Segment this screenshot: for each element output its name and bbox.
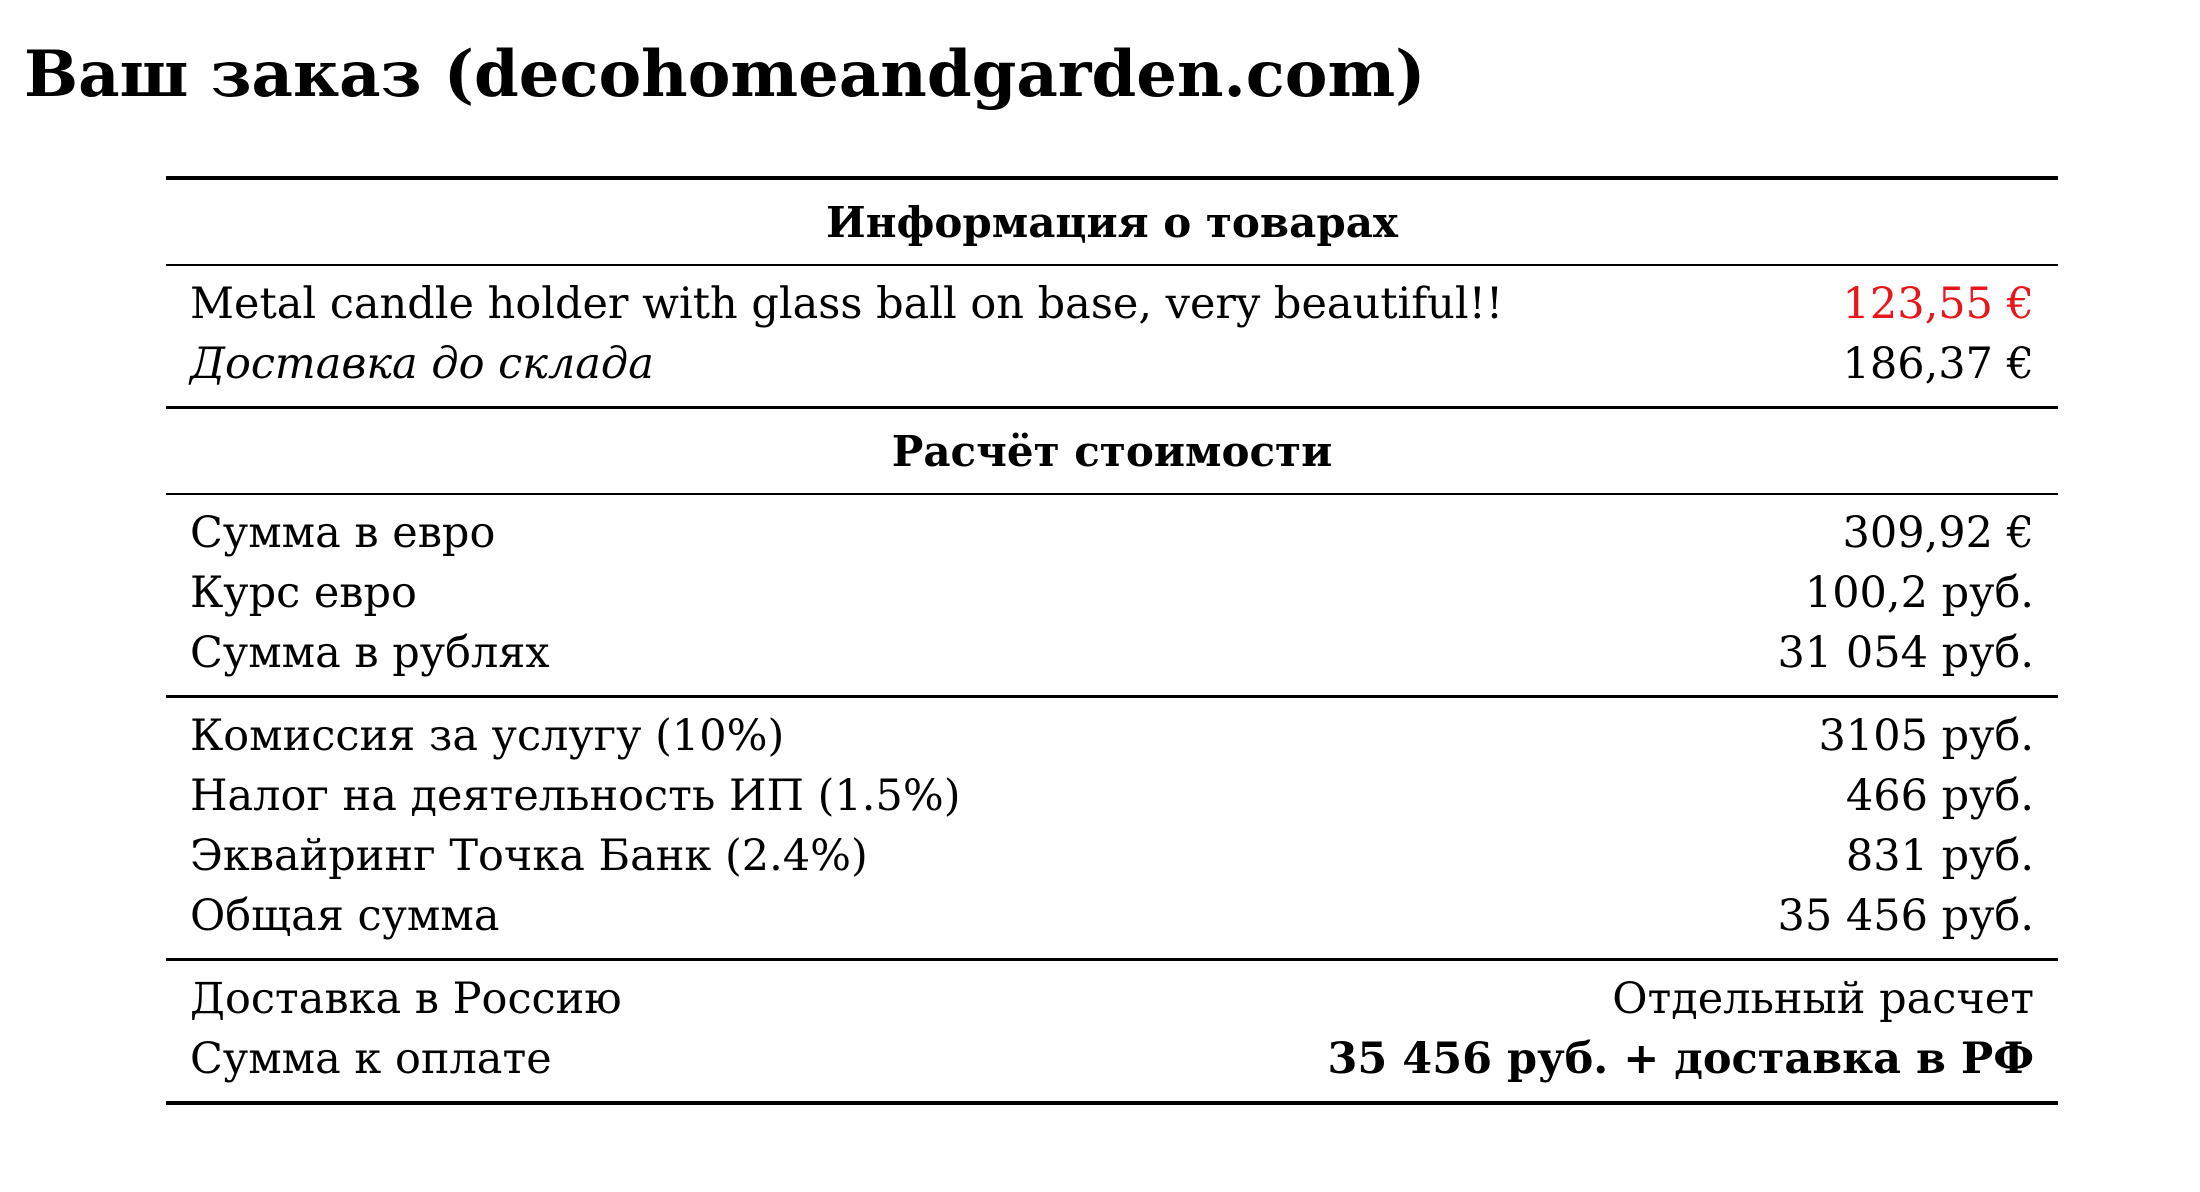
conversion-group (166, 495, 2058, 698)
sum-rub-value: 31 054 руб. (1777, 628, 2034, 678)
russia-delivery-row (190, 969, 2034, 1029)
service-fee-value: 3105 руб. (1818, 711, 2034, 761)
calculation-section-header: Расчёт стоимости (166, 409, 2058, 495)
warehouse-delivery-label: Доставка до склада (190, 339, 654, 389)
total-value: 35 456 руб. (1777, 891, 2034, 941)
warehouse-delivery-value: 186,37 € (1842, 339, 2034, 389)
amount-due-label: Сумма к оплате (190, 1034, 552, 1084)
service-fee-row (190, 706, 2034, 766)
products-group (166, 266, 2058, 409)
amount-due-value: 35 456 руб. + доставка в РФ (1327, 1034, 2034, 1084)
page-title: Ваш заказ (decohomeandgarden.com) (24, 37, 1426, 112)
sum-eur-row (190, 503, 2034, 563)
tax-label: Налог на деятельность ИП (1.5%) (190, 771, 961, 821)
total-row (190, 886, 2034, 946)
acquiring-row (190, 826, 2034, 886)
order-summary-table (166, 176, 2058, 1105)
product-name: Metal candle holder with glass ball on base, very beautiful!! (190, 279, 1504, 329)
warehouse-delivery-row (190, 334, 2034, 394)
exchange-rate-row (190, 563, 2034, 623)
total-label: Общая сумма (190, 891, 500, 941)
exchange-rate-label: Курс евро (190, 568, 417, 618)
acquiring-value: 831 руб. (1845, 831, 2034, 881)
sum-eur-value: 309,92 € (1842, 508, 2034, 558)
russia-delivery-label: Доставка в Россию (190, 974, 622, 1024)
fees-group (166, 698, 2058, 961)
sum-eur-label: Сумма в евро (190, 508, 496, 558)
product-row (190, 274, 2034, 334)
final-group (166, 961, 2058, 1101)
sum-rub-label: Сумма в рублях (190, 628, 550, 678)
tax-value: 466 руб. (1845, 771, 2034, 821)
acquiring-label: Эквайринг Точка Банк (2.4%) (190, 831, 868, 881)
service-fee-label: Комиссия за услугу (10%) (190, 711, 785, 761)
russia-delivery-value: Отдельный расчет (1612, 974, 2034, 1024)
tax-row (190, 766, 2034, 826)
exchange-rate-value: 100,2 руб. (1804, 568, 2034, 618)
sum-rub-row (190, 623, 2034, 683)
product-price: 123,55 € (1842, 279, 2034, 329)
amount-due-row (190, 1029, 2034, 1089)
products-section-header: Информация о товарах (166, 180, 2058, 266)
